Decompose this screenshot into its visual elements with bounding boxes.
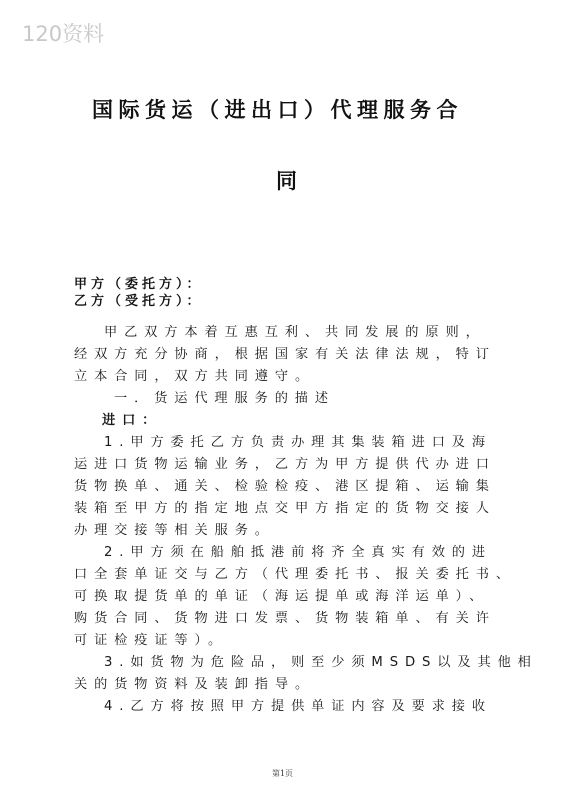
body-line: 货物换单、通关、检验检疫、港区提箱、运输集: [74, 479, 496, 494]
body-line: 可换取提货单的单证（海运提单或海洋运单）、: [74, 589, 490, 604]
body-line: 3.如货物为危险品，则至少须MSDS以及其他相: [104, 655, 538, 670]
body-line: 2.甲方须在船舶抵港前将齐全真实有效的进: [104, 545, 492, 560]
body-line: 关的货物资料及装卸指导。: [74, 677, 316, 692]
section-heading: 一．货运代理服务的描述: [114, 391, 335, 406]
document-title-line-1: 国际货运（进出口）代理服务合: [92, 98, 463, 122]
party-b-label: 乙方（受托方）：: [74, 294, 204, 309]
body-line: 甲乙双方本着互惠互利、共同发展的原则，: [104, 325, 486, 340]
body-line: 4.乙方将按照甲方提供单证内容及要求接收: [104, 699, 492, 714]
body-line: 运进口货物运输业务，乙方为甲方提供代办进口: [74, 457, 496, 472]
body-line: 购货合同、货物进口发票、货物装箱单、有关许: [74, 611, 496, 626]
party-a-label: 甲方（委托方）：: [74, 277, 204, 292]
body-line: 办理交接等相关服务。: [74, 523, 275, 538]
watermark-logo-text: 120资料: [22, 22, 105, 46]
page-number: 第1页: [271, 769, 294, 778]
body-line: 口全套单证交与乙方（代理委托书、报关委托书、: [74, 567, 516, 582]
body-line: 1.甲方委托乙方负责办理其集装箱进口及海: [104, 435, 492, 450]
document-title-line-2: 同: [276, 169, 297, 193]
body-line: 立本合同，双方共同遵守。: [74, 369, 316, 384]
body-line: 经双方充分协商，根据国家有关法律法规，特订: [74, 347, 496, 362]
body-line: 可证检疫证等）。: [74, 633, 229, 648]
subsection-heading-import: 进口：: [102, 413, 163, 428]
body-line: 装箱至甲方的指定地点交甲方指定的货物交接人: [74, 501, 496, 516]
